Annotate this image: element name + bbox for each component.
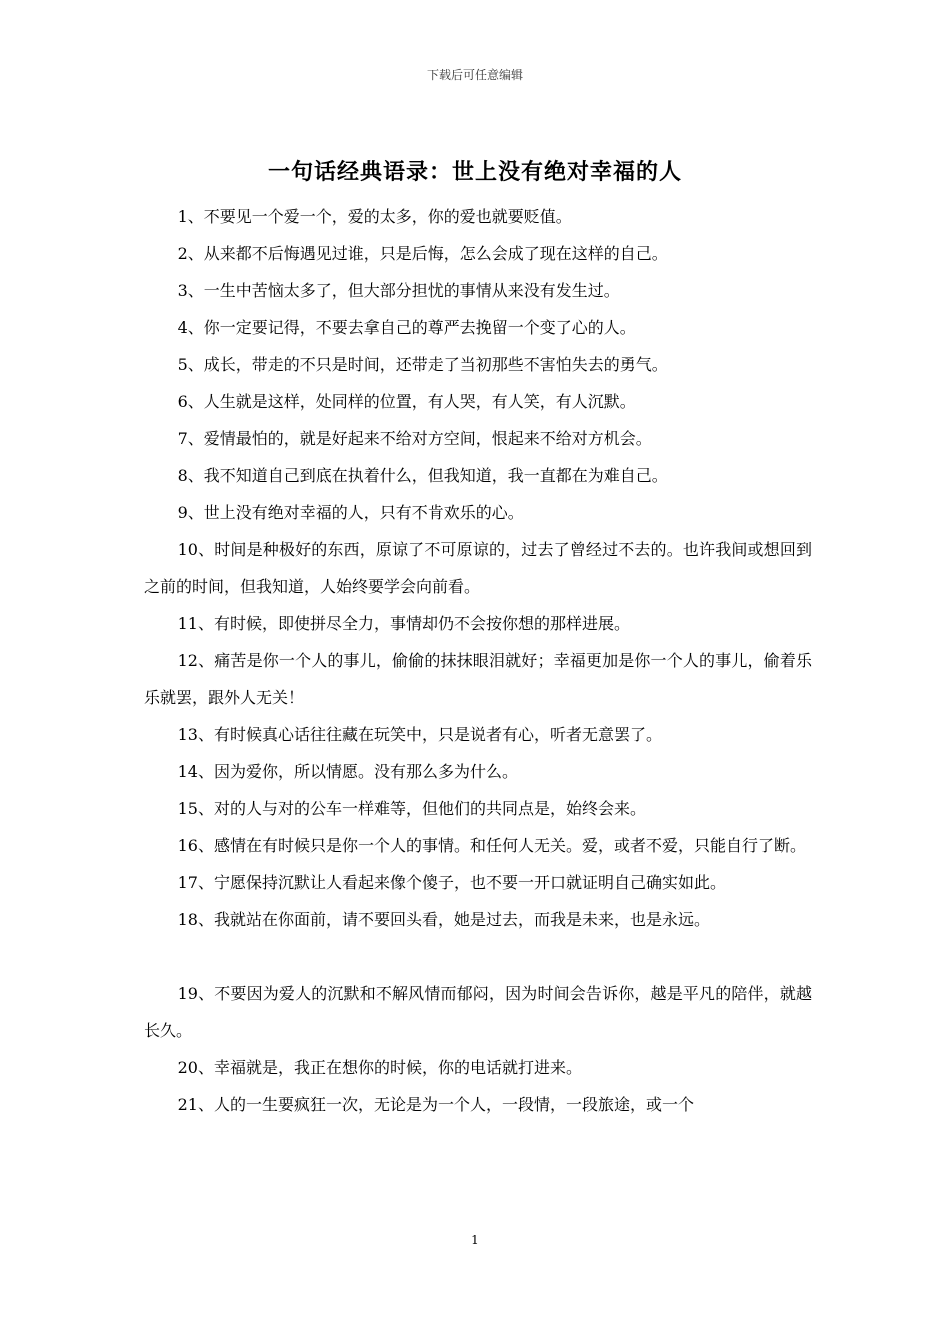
list-item: 21、人的一生要疯狂一次，无论是为一个人，一段情，一段旅途，或一个 xyxy=(177,1095,694,1114)
list-item: 16、感情在有时候只是你一个人的事情。和任何人无关。爱，或者不爱，只能自行了断。 xyxy=(177,836,806,855)
list-item: 5、成长，带走的不只是时间，还带走了当初那些不害怕失去的勇气。 xyxy=(177,355,668,374)
list-item: 6、人生就是这样，处同样的位置，有人哭，有人笑，有人沉默。 xyxy=(177,392,636,411)
page-number: 1 xyxy=(471,1233,479,1247)
list-item: 4、你一定要记得，不要去拿自己的尊严去挽留一个变了心的人。 xyxy=(177,318,636,337)
list-item: 7、爱情最怕的，就是好起来不给对方空间，恨起来不给对方机会。 xyxy=(177,429,652,448)
list-item: 15、对的人与对的公车一样难等，但他们的共同点是，始终会来。 xyxy=(177,799,646,818)
list-item: 3、一生中苦恼太多了，但大部分担忧的事情从来没有发生过。 xyxy=(177,281,620,300)
list-item: 1、不要见一个爱一个，爱的太多，你的爱也就要贬值。 xyxy=(177,207,572,226)
document-body xyxy=(144,198,812,1123)
list-item: 11、有时候，即使拼尽全力，事情却仍不会按你想的那样进展。 xyxy=(177,614,630,633)
list-item: 18、我就站在你面前，请不要回头看，她是过去，而我是未来，也是永远。 xyxy=(177,910,710,929)
list-item: 12、痛苦是你一个人的事儿，偷偷的抹抹眼泪就好；幸福更加是你一个人的事儿，偷着乐乐就罢，跟外人无关！ xyxy=(144,651,812,707)
header-note: 下载后可任意编辑 xyxy=(426,68,523,82)
document-title: 一句话经典语录：世上没有绝对幸福的人 xyxy=(267,159,682,185)
list-item: 9、世上没有绝对幸福的人，只有不肯欢乐的心。 xyxy=(177,503,524,522)
list-item: 20、幸福就是，我正在想你的时候，你的电话就打进来。 xyxy=(177,1058,582,1077)
list-item: 13、有时候真心话往往藏在玩笑中，只是说者有心，听者无意罢了。 xyxy=(177,725,662,744)
list-item: 10、时间是种极好的东西，原谅了不可原谅的，过去了曾经过不去的。也许我间或想回到之前的时间，但我知道，人始终要学会向前看。 xyxy=(144,540,812,596)
list-item: 19、不要因为爱人的沉默和不解风情而郁闷，因为时间会告诉你，越是平凡的陪伴，就越长久。 xyxy=(144,984,812,1040)
list-item: 17、宁愿保持沉默让人看起来像个傻子，也不要一开口就证明自己确实如此。 xyxy=(177,873,726,892)
list-item: 2、从来都不后悔遇见过谁，只是后悔，怎么会成了现在这样的自己。 xyxy=(177,244,668,263)
list-item: 8、我不知道自己到底在执着什么，但我知道，我一直都在为难自己。 xyxy=(177,466,668,485)
list-item: 14、因为爱你，所以情愿。没有那么多为什么。 xyxy=(177,762,518,781)
